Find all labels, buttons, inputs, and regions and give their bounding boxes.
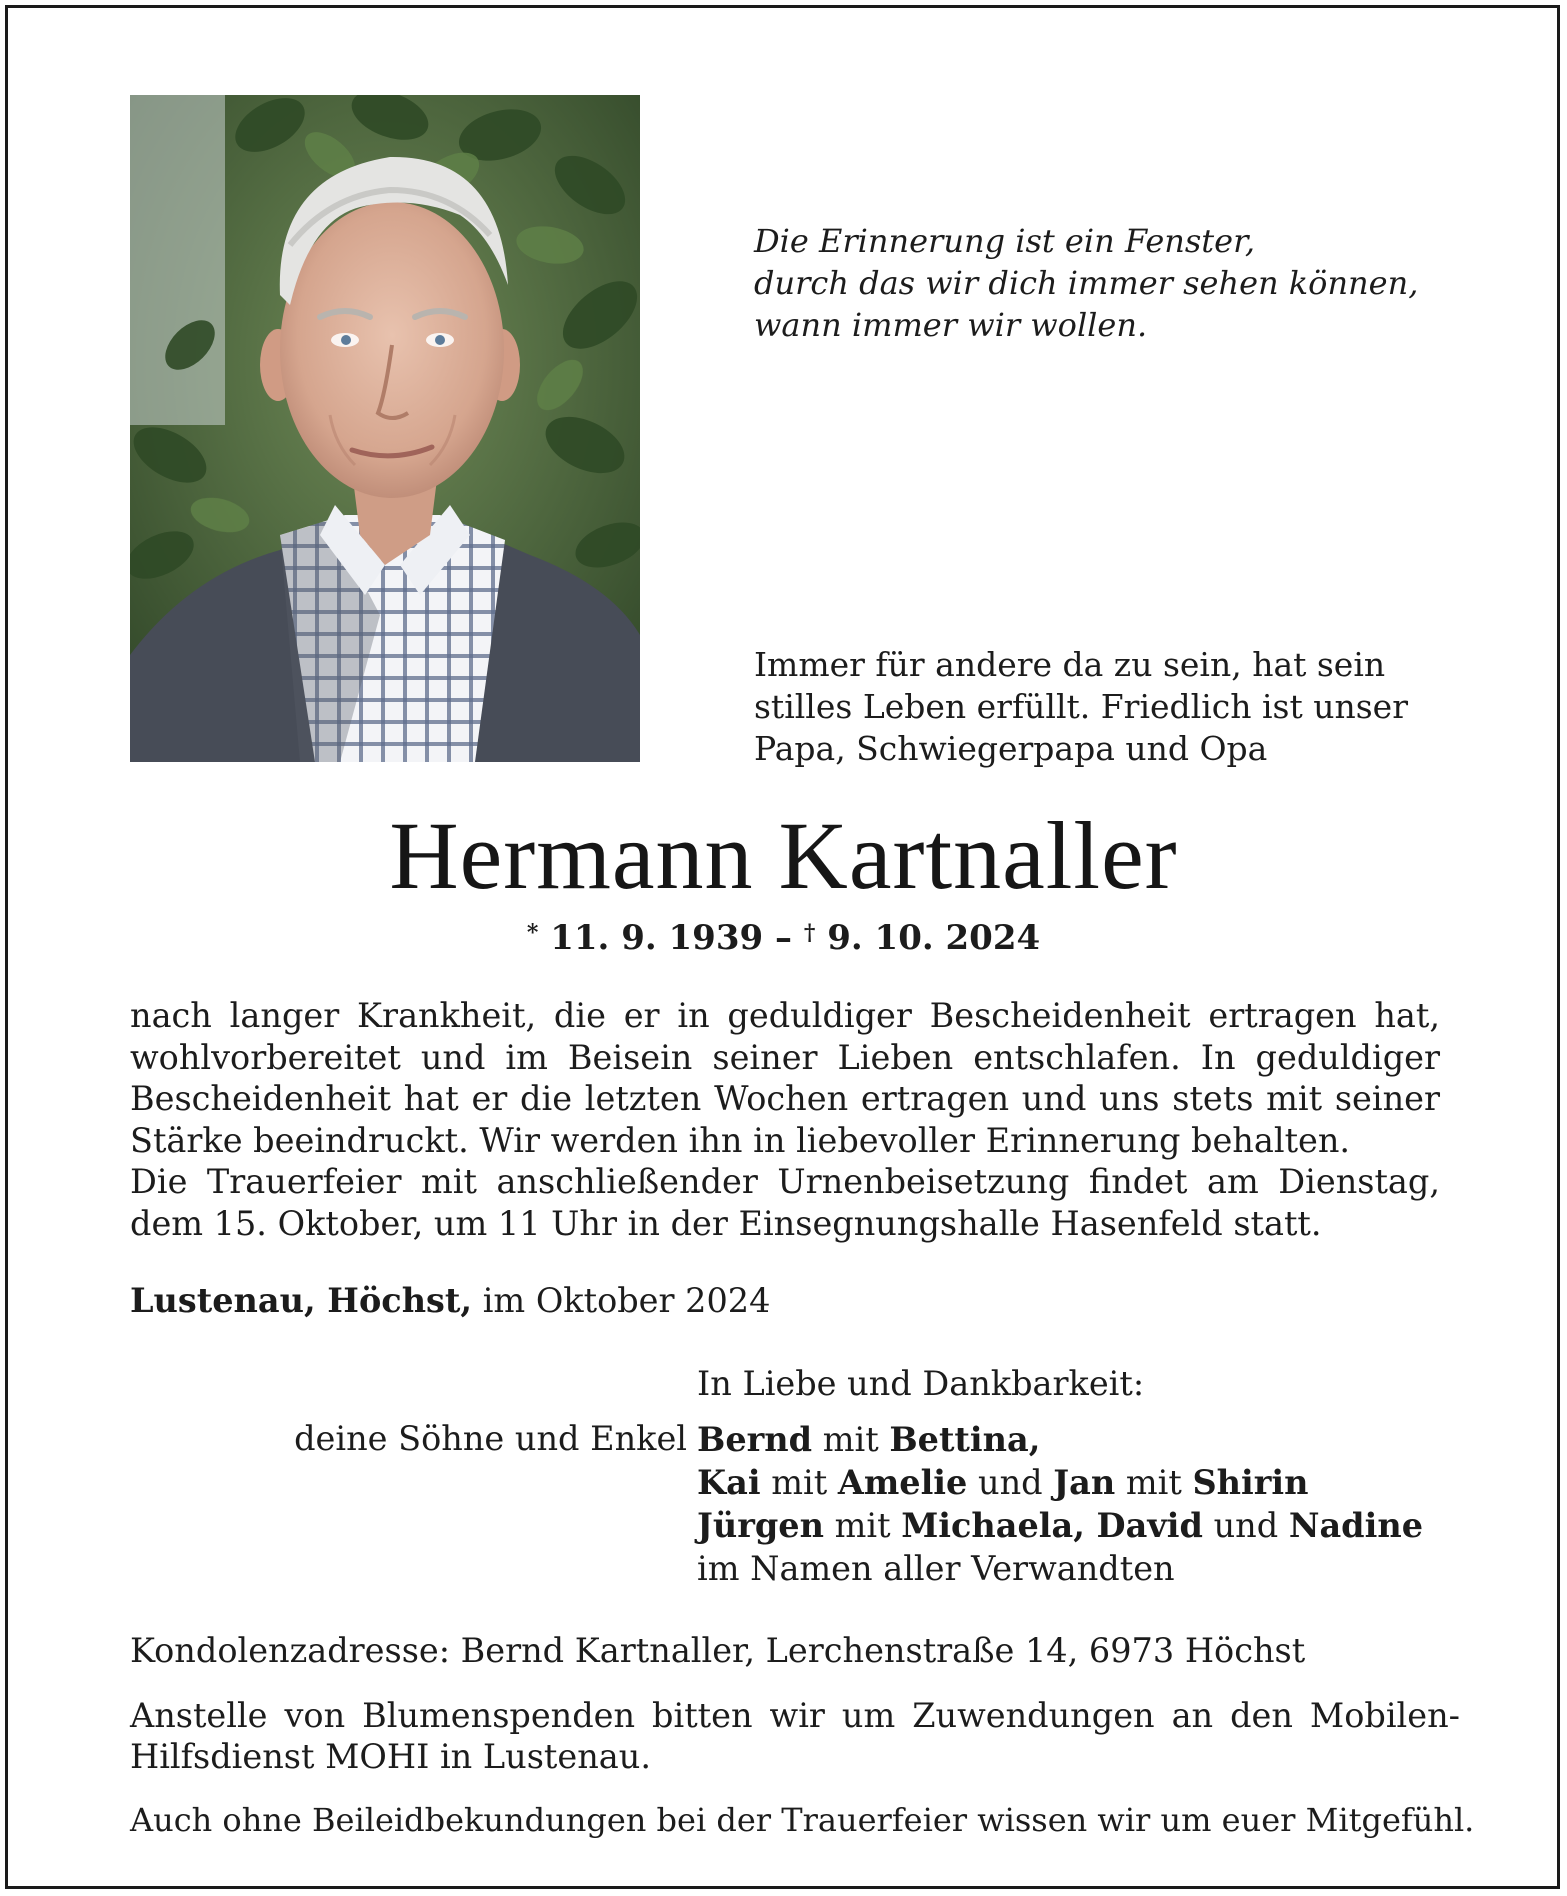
intro-line: Immer für andere da zu sein, hat sein — [754, 645, 1386, 684]
death-date: 9. 10. 2024 — [827, 918, 1041, 958]
body-line: wohlvorbereitet und im Beisein seiner Lieben entschlafen. In geduldiger — [130, 1037, 1440, 1077]
place-date-line — [130, 1280, 770, 1322]
body-line: dem 15. Oktober, um 11 Uhr in der Einsegnungshalle Hasenfeld statt. — [130, 1203, 1322, 1243]
family-member: Bernd — [697, 1420, 813, 1459]
family-member: Bettina, — [889, 1420, 1041, 1459]
intro-line: stilles Leben erfüllt. Friedlich ist unser — [754, 687, 1408, 726]
donation-line: Anstelle von Blumenspenden bitten wir um Zuwendungen an den Mobilen- — [130, 1696, 1460, 1735]
portrait-photo — [130, 95, 640, 762]
place-date: im Oktober 2024 — [482, 1281, 771, 1320]
family-member: Michaela, David — [901, 1506, 1203, 1545]
connector-word: mit — [822, 1420, 879, 1459]
quote-line: durch das wir dich immer sehen können, — [754, 264, 1419, 302]
quote-line: Die Erinnerung ist ein Fenster, — [754, 222, 1256, 260]
family-line — [697, 1461, 1423, 1504]
family-member: Shirin — [1192, 1463, 1309, 1502]
quote-line: wann immer wir wollen. — [754, 306, 1148, 344]
relation-label: deine Söhne und Enkel — [294, 1419, 687, 1458]
connector-word: und — [978, 1463, 1043, 1502]
family-member: Kai — [697, 1463, 761, 1502]
family-member: Nadine — [1288, 1506, 1424, 1545]
life-dates — [0, 912, 1567, 959]
signature-intro: In Liebe und Dankbarkeit: — [697, 1364, 1145, 1403]
connector-word: und — [1213, 1506, 1279, 1545]
body-line: Die Trauerfeier mit anschließender Urnenbeisetzung findet am Dienstag, — [130, 1162, 1440, 1201]
family-member: Jürgen — [697, 1506, 824, 1545]
sympathy-note — [130, 1800, 1475, 1841]
condolence-address — [130, 1630, 1460, 1671]
obituary-body — [130, 995, 1440, 1244]
family-member: Amelie — [837, 1463, 968, 1502]
connector-word: mit — [834, 1506, 891, 1545]
family-line: im Namen aller Verwandten — [697, 1549, 1175, 1588]
intro-line: Papa, Schwiegerpapa und Opa — [754, 729, 1268, 768]
birth-symbol: * — [526, 920, 539, 946]
deceased-name: Hermann Kartnaller — [389, 802, 1178, 909]
family-signatures — [697, 1418, 1423, 1590]
body-line: nach langer Krankheit, die er in geduldiger Bescheidenheit ertragen hat, — [130, 996, 1440, 1035]
memorial-quote — [754, 220, 1454, 346]
family-member: Jan — [1053, 1463, 1116, 1502]
donation-line: Hilfsdienst MOHI in Lustenau. — [130, 1737, 651, 1776]
family-line — [697, 1418, 1423, 1461]
condolence-line: Kondolenzadresse: Bernd Kartnaller, Lerchenstraße 14, 6973 Höchst — [130, 1631, 1306, 1670]
death-symbol: † — [803, 920, 816, 946]
body-line: Bescheidenheit hat er die letzten Wochen ertragen und uns stets mit seiner — [130, 1079, 1440, 1118]
date-separator: – — [775, 918, 792, 958]
family-line — [697, 1504, 1423, 1547]
intro-paragraph — [754, 644, 1459, 770]
connector-word: mit — [771, 1463, 828, 1502]
place-names: Lustenau, Höchst, — [130, 1281, 473, 1320]
body-line: Stärke beeindruckt. Wir werden ihn in liebevoller Erinnerung behalten. — [130, 1120, 1351, 1160]
connector-word: mit — [1125, 1463, 1182, 1502]
donation-note — [130, 1695, 1460, 1777]
birth-date: 11. 9. 1939 — [550, 918, 764, 958]
sympathy-line: Auch ohne Beileidbekundungen bei der Trauerfeier wissen wir um euer Mitgefühl. — [130, 1801, 1475, 1839]
